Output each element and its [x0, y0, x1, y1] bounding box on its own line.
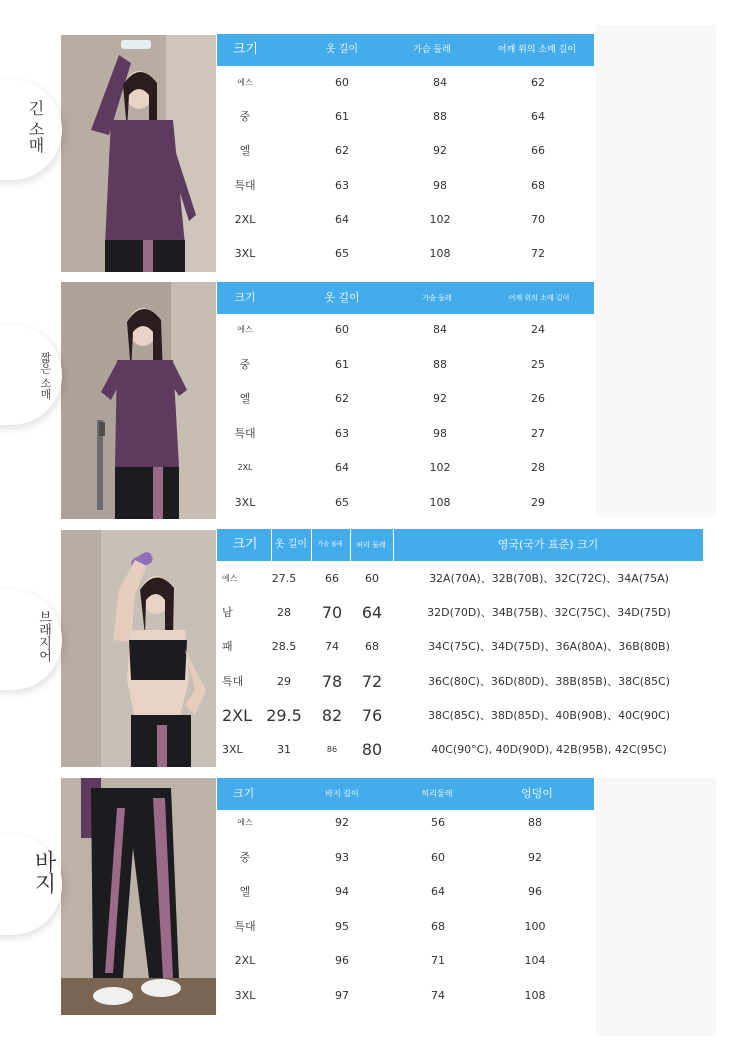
table-cell: 38C(85C)、38D(85D)、40B(90B)、40C(90C)	[427, 708, 671, 722]
short-sleeve-photo	[61, 282, 216, 519]
table-cell: 108	[429, 495, 451, 509]
short-sleeve-table-header	[217, 282, 594, 314]
table-cell: 64	[431, 885, 445, 898]
long-sleeve-label: 긴 소매	[26, 100, 45, 154]
table-cell: 94	[335, 885, 349, 898]
table-cell: 34C(75C)、34D(75D)、36A(80A)、36B(80B)	[428, 640, 670, 654]
long-sleeve-table-header	[217, 34, 594, 66]
table-cell: 29	[277, 674, 291, 688]
table-cell: 29	[531, 495, 545, 509]
table-cell: 95	[335, 919, 349, 933]
table-cell: 92	[433, 392, 447, 405]
table-cell: 2XL	[237, 463, 253, 472]
table-cell: 84	[433, 76, 447, 89]
table-cell: 특대	[234, 919, 256, 933]
table-cell: 64	[335, 461, 349, 474]
table-cell: 62	[335, 392, 349, 405]
table-cell: 25	[531, 357, 545, 371]
table-cell: 74	[431, 988, 445, 1002]
table-cell: 26	[531, 392, 545, 405]
table-cell: 에스	[237, 325, 253, 334]
header-waist: 허리둘레	[421, 789, 453, 798]
table-cell: 65	[335, 247, 349, 260]
table-cell: 74	[325, 640, 339, 654]
header-size: 크기	[232, 537, 258, 552]
table-cell: 패	[222, 640, 233, 654]
header-length: 옷 길이	[324, 291, 360, 304]
table-cell: 98	[433, 178, 447, 192]
table-cell: 27	[531, 426, 545, 440]
table-cell: 97	[335, 988, 349, 1002]
table-cell: 61	[335, 357, 349, 371]
table-cell: 31	[277, 743, 291, 756]
table-cell: 66	[531, 144, 545, 158]
table-cell: 60	[335, 323, 349, 336]
table-cell: 68	[431, 919, 445, 933]
table-cell: 102	[429, 461, 451, 474]
table-cell: 100	[524, 919, 546, 933]
side-panel-1	[596, 25, 716, 517]
header-hip: 엉덩이	[521, 787, 553, 800]
table-cell: 108	[429, 247, 451, 260]
table-cell: 에스	[237, 78, 253, 87]
table-cell: 84	[433, 323, 447, 336]
table-cell: 98	[433, 426, 447, 440]
pants-table-header	[217, 778, 594, 810]
table-cell: 80	[361, 740, 383, 759]
table-cell: 93	[335, 850, 349, 864]
header-pants-length: 바지 길이	[325, 789, 359, 798]
table-cell: 68	[531, 178, 545, 192]
long-sleeve-model-image	[61, 35, 216, 272]
long-sleeve-photo	[61, 35, 216, 272]
table-cell: 28	[531, 461, 545, 474]
table-cell: 63	[335, 426, 349, 440]
table-cell: 65	[335, 495, 349, 509]
table-cell: 60	[365, 572, 379, 585]
table-cell: 64	[531, 110, 545, 124]
table-cell: 61	[335, 110, 349, 124]
table-cell: 특대	[234, 178, 256, 192]
bra-label: 브래지어	[36, 610, 51, 662]
header-size: 크기	[233, 787, 255, 800]
table-cell: 104	[524, 954, 546, 967]
table-cell: 72	[531, 247, 545, 260]
pants-model-image	[61, 778, 216, 1015]
table-cell: 28	[277, 606, 291, 620]
table-cell: 2XL	[222, 705, 253, 725]
side-panel-2	[596, 778, 716, 1036]
table-cell: 중	[239, 357, 251, 371]
table-cell: 엘	[239, 144, 251, 158]
table-cell: 특대	[222, 674, 244, 688]
table-cell: 88	[528, 816, 542, 829]
short-sleeve-label: 짧은 소매	[39, 352, 52, 400]
header-chest: 가슴 둘레	[317, 541, 343, 548]
table-cell: 64	[335, 212, 349, 226]
table-cell: 중	[239, 110, 251, 124]
table-cell: 78	[321, 671, 343, 691]
header-waist: 허리 둘레	[356, 541, 386, 549]
header-size: 크기	[233, 42, 259, 57]
table-cell: 66	[325, 572, 339, 585]
table-cell: 남	[222, 606, 233, 620]
header-uk-size: 영국(국가 표준) 크기	[497, 538, 599, 551]
bra-photo	[61, 530, 216, 767]
table-cell: 71	[431, 954, 445, 967]
table-cell: 2XL	[234, 212, 256, 226]
header-length: 옷 길이	[325, 44, 359, 55]
header-sleeve: 어깨 위의 소매 길이	[508, 294, 570, 302]
table-cell: 중	[239, 850, 251, 864]
table-cell: 102	[429, 212, 451, 226]
table-cell: 72	[361, 671, 383, 691]
table-cell: 24	[531, 323, 545, 336]
table-cell: 27.5	[271, 572, 297, 585]
table-cell: 60	[431, 850, 445, 864]
table-cell: 특대	[234, 426, 256, 440]
table-cell: 29.5	[266, 705, 302, 725]
table-cell: 40C(90°C), 40D(90D), 42B(95B), 42C(95C)	[431, 743, 667, 756]
header-chest: 가슴 둘레	[413, 45, 451, 55]
table-cell: 60	[335, 76, 349, 89]
table-cell: 86	[326, 745, 338, 754]
pants-label: 바지	[31, 850, 56, 894]
short-sleeve-model-image	[61, 282, 216, 519]
table-cell: 92	[528, 850, 542, 864]
table-cell: 36C(80C)、36D(80D)、38B(85B)、38C(85C)	[427, 674, 671, 688]
table-cell: 68	[365, 640, 379, 654]
table-cell: 32D(70D)、34B(75B)、32C(75C)、34D(75D)	[427, 606, 671, 620]
table-cell: 92	[433, 144, 447, 158]
table-cell: 56	[431, 816, 445, 829]
table-cell: 3XL	[234, 988, 256, 1002]
table-cell: 32A(70A)、32B(70B)、32C(72C)、34A(75A)	[429, 572, 669, 585]
table-cell: 64	[361, 603, 383, 623]
header-chest: 가슴 둘레	[422, 294, 452, 302]
bra-table-header	[217, 529, 703, 561]
table-cell: 96	[335, 954, 349, 967]
table-cell: 70	[321, 603, 343, 623]
table-cell: 108	[524, 988, 546, 1002]
table-cell: 에스	[237, 818, 253, 827]
table-cell: 63	[335, 178, 349, 192]
table-cell: 3XL	[234, 495, 256, 509]
table-cell: 28.5	[271, 640, 297, 654]
table-cell: 88	[433, 357, 447, 371]
table-cell: 82	[321, 705, 343, 725]
table-cell: 3XL	[222, 743, 243, 756]
table-cell: 62	[531, 76, 545, 89]
table-cell: 3XL	[234, 247, 256, 260]
table-cell: 92	[335, 816, 349, 829]
table-cell: 에스	[222, 574, 238, 583]
table-cell: 2XL	[234, 954, 256, 967]
bra-model-image	[61, 530, 216, 767]
header-length: 옷 길이	[274, 539, 308, 550]
header-size: 크기	[234, 291, 256, 304]
table-cell: 76	[361, 705, 383, 725]
table-cell: 88	[433, 110, 447, 124]
pants-photo	[61, 778, 216, 1015]
table-cell: 70	[531, 212, 545, 226]
table-cell: 96	[528, 885, 542, 898]
table-cell: 62	[335, 144, 349, 158]
header-sleeve: 어깨 위의 소매 길이	[497, 45, 577, 55]
table-cell: 엘	[239, 392, 251, 405]
table-cell: 엘	[239, 885, 251, 898]
